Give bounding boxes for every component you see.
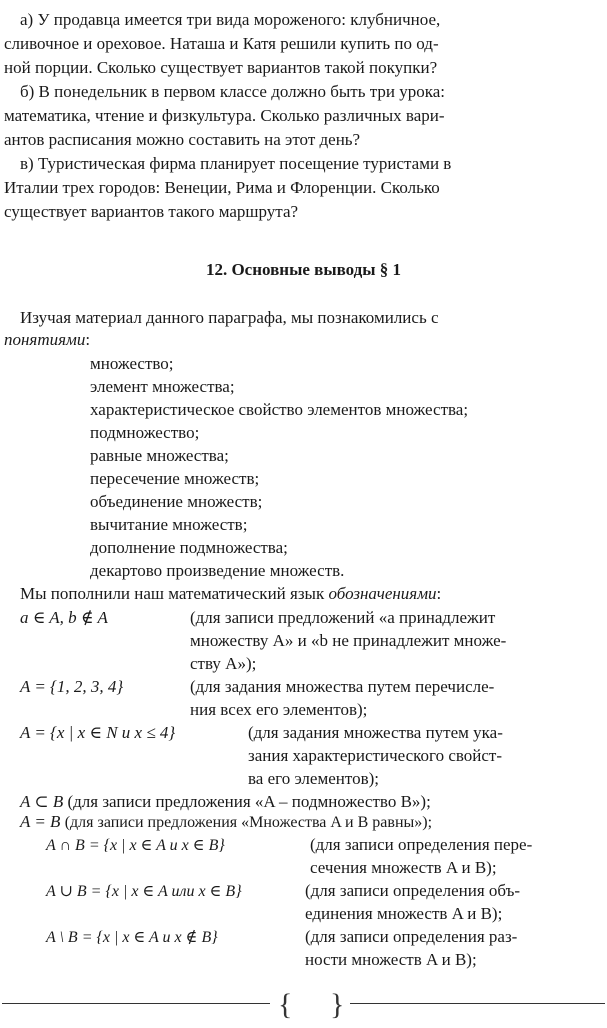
notation-desc: (для записи определения раз- (305, 927, 518, 946)
notation-desc: (для записи предложений «a принадлежит (190, 608, 496, 627)
notation-intro (20, 584, 441, 604)
notation-desc: ния всех его элементов); (190, 700, 368, 719)
concept-item: характеристическое свойство элементов множества; (90, 400, 469, 419)
notation-formula: a ∈ A, b ∉ A (20, 608, 108, 627)
notation-formula: A = B (20, 812, 61, 831)
notation-desc: (для записи определения пере- (310, 835, 533, 854)
concept-item: подмножество; (90, 423, 200, 442)
notation-row (20, 792, 431, 812)
notation-desc: ва его элементов); (248, 769, 379, 788)
problem-a-line-3: ной порции. Сколько существует вариантов такой покупки? (4, 58, 438, 77)
concept-item: элемент множества; (90, 377, 235, 396)
concept-item: пересечение множеств; (90, 469, 260, 488)
notation-formula: A = {1, 2, 3, 4} (20, 677, 124, 696)
notation-desc: (для записи определения объ- (305, 881, 521, 900)
notation-formula: A = {x | x ∈ N и x ≤ 4} (20, 723, 176, 742)
notation-desc: (для задания множества путем ука- (248, 723, 503, 742)
concept-item: множество; (90, 354, 174, 373)
notation-desc: ству A»); (190, 654, 257, 673)
notation-row (20, 812, 432, 832)
notation-desc: (для записи предложения «Множества A и B равны»); (64, 814, 433, 831)
notation-formula: A ∩ B = {x | x ∈ A и x ∈ B} (46, 837, 225, 854)
concept-item: вычитание множеств; (90, 515, 248, 534)
intro-line-2 (4, 330, 90, 350)
problem-b-line-3: антов расписания можно составить на этот день? (4, 130, 361, 149)
intro-line-1: Изучая материал данного параграфа, мы познакомились с (20, 308, 439, 327)
footer-rule-right (350, 1003, 605, 1004)
notation-formula: A ⊂ B (20, 792, 64, 811)
concept-item: объединение множеств; (90, 492, 263, 511)
problem-c-line-1: в) Туристическая фирма планирует посещение туристами в (20, 154, 452, 173)
problem-b-line-1: б) В понедельник в первом классе должно быть три урока: (20, 82, 445, 101)
problem-b-line-2: математика, чтение и физкультура. Сколько различных вари- (4, 106, 445, 125)
footer-brace-left-icon: { (278, 988, 293, 1021)
problem-c-line-3: существует вариантов такого маршрута? (4, 202, 299, 221)
concept-item: дополнение подмножества; (90, 538, 288, 557)
intro-italic-term: понятиями (4, 330, 86, 349)
notation-desc: ности множеств A и B); (305, 950, 477, 969)
notation-desc: единения множеств A и B); (305, 904, 503, 923)
section-title: 12. Основные выводы § 1 (205, 260, 402, 279)
notation-desc: зания характеристического свойст- (248, 746, 503, 765)
footer-brace-right-icon: } (330, 988, 345, 1021)
notation-desc: сечения множеств A и B); (310, 858, 497, 877)
notation-intro-text: Мы пополнили наш математический язык (20, 584, 329, 603)
notation-intro-colon: : (436, 584, 442, 603)
notation-formula: A ∪ B = {x | x ∈ A или x ∈ B} (46, 883, 242, 900)
problem-a-line-1: а) У продавца имеется три вида мороженого: клубничное, (20, 10, 441, 29)
intro-colon: : (85, 330, 91, 349)
concept-item: равные множества; (90, 446, 229, 465)
problem-a-line-2: сливочное и ореховое. Наташа и Катя решили купить по од- (4, 34, 439, 53)
concept-item: декартово произведение множеств. (90, 561, 345, 580)
notation-formula: A \ B = {x | x ∈ A и x ∉ B} (46, 929, 218, 946)
footer-rule-left (2, 1003, 270, 1004)
notation-intro-italic: обозначениями (328, 584, 437, 603)
notation-desc: (для задания множества путем перечисле- (190, 677, 495, 696)
notation-desc: (для записи предложения «A – подмножество B»); (67, 792, 431, 811)
notation-desc: множеству A» и «b не принадлежит множе- (190, 631, 507, 650)
problem-c-line-2: Италии трех городов: Венеции, Рима и Флоренции. Сколько (4, 178, 440, 197)
